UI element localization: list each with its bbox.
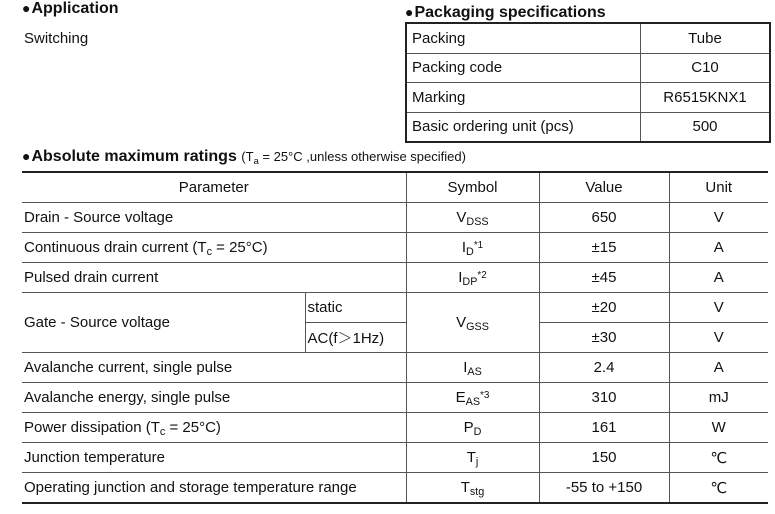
unit-cell: V xyxy=(669,293,768,323)
value-cell: 2.4 xyxy=(539,353,669,383)
value-cell: -55 to +150 xyxy=(539,473,669,504)
application-text: Switching xyxy=(24,30,89,47)
param-cell: Operating junction and storage temperature range xyxy=(22,473,406,504)
ratings-table xyxy=(22,171,768,504)
table-row xyxy=(22,263,768,293)
header-unit: Unit xyxy=(669,172,768,203)
condition-cell: static xyxy=(305,293,406,323)
symbol-cell: $P_D$ xyxy=(406,413,539,443)
unit-cell: V xyxy=(669,203,768,233)
ratings-note: ($T_a = 25^\circ C$ ,unless otherwise specified) xyxy=(241,149,466,166)
bullet-icon: ● xyxy=(22,148,31,164)
unit-cell: mJ xyxy=(669,383,768,413)
table-row xyxy=(22,443,768,473)
param-cell: Avalanche energy, single pulse xyxy=(22,383,406,413)
value-cell: ±15 xyxy=(539,233,669,263)
marking-value: R6515KNX1 xyxy=(641,83,771,113)
table-row xyxy=(22,293,768,323)
packaging-heading: ●Packaging specifications xyxy=(405,4,606,21)
symbol-cell: $I_D^{*1}$ xyxy=(406,233,539,263)
unit-cell: A xyxy=(669,233,768,263)
table-row xyxy=(406,112,770,142)
symbol-cell: $T_{stg}$ xyxy=(406,473,539,504)
symbol-cell: $V_{GSS}$ xyxy=(406,293,539,353)
value-cell: 150 xyxy=(539,443,669,473)
value-cell: ±45 xyxy=(539,263,669,293)
unit-cell: A xyxy=(669,263,768,293)
packaging-table xyxy=(405,22,771,143)
table-row xyxy=(22,233,768,263)
header-symbol: Symbol xyxy=(406,172,539,203)
condition-cell: AC(f＞1Hz) xyxy=(305,323,406,353)
unit-cell: A xyxy=(669,353,768,383)
packing-code-label: Packing code xyxy=(406,53,641,83)
value-cell: ±20 xyxy=(539,293,669,323)
unit-cell: ℃ xyxy=(669,473,768,504)
header-value: Value xyxy=(539,172,669,203)
value-cell: ±30 xyxy=(539,323,669,353)
symbol-cell: $T_j$ xyxy=(406,443,539,473)
table-row xyxy=(22,383,768,413)
param-cell: Drain - Source voltage xyxy=(22,203,406,233)
packing-label: Packing xyxy=(406,23,641,53)
header-parameter: Parameter xyxy=(22,172,406,203)
unit-cell: W xyxy=(669,413,768,443)
value-cell: 650 xyxy=(539,203,669,233)
value-cell: 310 xyxy=(539,383,669,413)
table-row xyxy=(406,83,770,113)
ordering-unit-label: Basic ordering unit (pcs) xyxy=(406,112,641,142)
table-row xyxy=(22,353,768,383)
application-heading: ●Application xyxy=(22,0,119,17)
table-row xyxy=(22,413,768,443)
param-cell: Continuous drain current $(T_c = 25^\circ C)$ xyxy=(22,233,406,263)
ratings-heading: ●Absolute maximum ratings ($T_a = 25^\circ C$ ,unless otherwise specified) xyxy=(22,148,466,166)
unit-cell: ℃ xyxy=(669,443,768,473)
marking-label: Marking xyxy=(406,83,641,113)
param-cell: Avalanche current, single pulse xyxy=(22,353,406,383)
table-row xyxy=(22,473,768,504)
symbol-cell: $I_{AS}$ xyxy=(406,353,539,383)
unit-cell: V xyxy=(669,323,768,353)
packing-code-value: C10 xyxy=(641,53,771,83)
value-cell: 161 xyxy=(539,413,669,443)
param-cell: Junction temperature xyxy=(22,443,406,473)
table-row xyxy=(406,23,770,53)
symbol-cell: $E_{AS}^{*3}$ xyxy=(406,383,539,413)
table-row xyxy=(406,53,770,83)
param-cell: Gate - Source voltage xyxy=(22,293,305,353)
bullet-icon: ● xyxy=(405,4,414,20)
bullet-icon: ● xyxy=(22,0,31,16)
header-row xyxy=(22,172,768,203)
param-cell: Power dissipation $(T_c = 25^\circ C)$ xyxy=(22,413,406,443)
packing-value: Tube xyxy=(641,23,771,53)
symbol-cell: $I_{DP}^{*2}$ xyxy=(406,263,539,293)
param-cell: Pulsed drain current xyxy=(22,263,406,293)
ordering-unit-value: 500 xyxy=(641,112,771,142)
symbol-cell: $V_{DSS}$ xyxy=(406,203,539,233)
table-row xyxy=(22,203,768,233)
